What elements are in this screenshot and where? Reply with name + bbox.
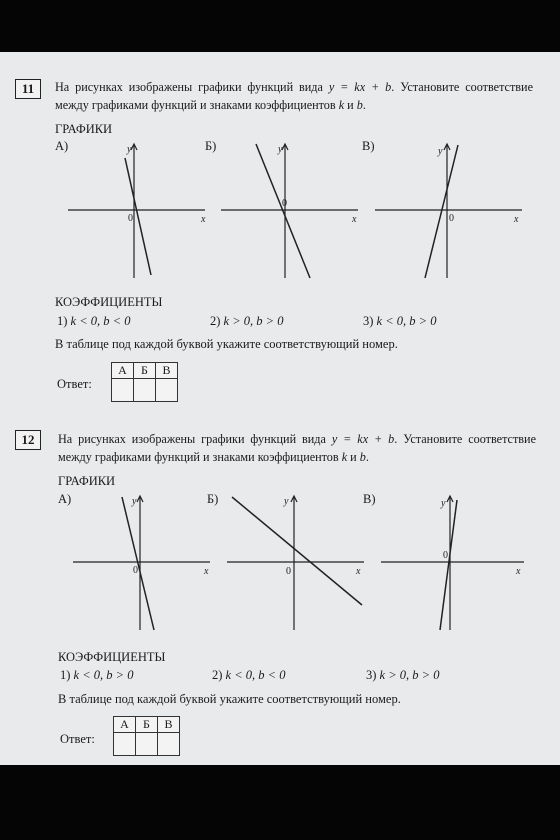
column-header: Б — [134, 363, 156, 379]
period: . — [362, 98, 366, 112]
coefficient-expression: k > 0, b > 0 — [223, 314, 284, 328]
coefficient-2 — [210, 314, 283, 329]
column-header: В — [158, 717, 180, 733]
task-text — [55, 78, 533, 114]
answer-cell-a[interactable] — [114, 733, 136, 756]
instruction: В таблице под каждой буквой укажите соответствующий номер. — [58, 692, 401, 706]
answer-cell-b[interactable] — [136, 733, 158, 756]
answer-cell-b[interactable] — [134, 379, 156, 402]
coefficient-number: 3) — [363, 314, 374, 328]
answer-cell-c[interactable] — [158, 733, 180, 756]
function-line — [232, 497, 362, 605]
x-axis-label: x — [516, 566, 521, 577]
column-header: В — [156, 363, 178, 379]
coefficient-3 — [363, 314, 436, 329]
graph-a — [70, 492, 215, 632]
answer-label: Ответ: — [57, 377, 92, 391]
text-suffix: . Установите соответствие между графиками функций и знаками коэффициентов — [58, 432, 536, 464]
coefficients-heading: КОЭФФИЦИЕНТЫ — [55, 295, 163, 309]
coefficient-number: 3) — [366, 668, 377, 682]
x-axis-label: x — [201, 214, 206, 225]
coefficient-expression: k < 0, b > 0 — [376, 314, 437, 328]
coefficient-2 — [212, 668, 285, 683]
function-line — [256, 144, 310, 278]
graphs-heading: ГРАФИКИ — [55, 122, 113, 136]
answer-cell-a[interactable] — [112, 379, 134, 402]
function-line — [440, 500, 457, 630]
origin-label: 0 — [449, 213, 454, 224]
column-header: Б — [136, 717, 158, 733]
column-header: А — [114, 717, 136, 733]
graph-label-c: В) — [363, 492, 376, 506]
graph-b — [224, 492, 369, 632]
origin-label: 0 — [128, 213, 133, 224]
answer-label: Ответ: — [60, 732, 95, 746]
coefficient-number: 1) — [60, 668, 71, 682]
coefficient-expression: k < 0, b < 0 — [225, 668, 286, 682]
coefficient-expression: k < 0, b > 0 — [73, 668, 134, 682]
coefficient-expression: k < 0, b < 0 — [70, 314, 131, 328]
x-axis-label: x — [514, 214, 519, 225]
task-number: 12 — [15, 430, 41, 450]
graph-label-b: Б) — [207, 492, 219, 506]
coefficient-number: 1) — [57, 314, 68, 328]
y-axis-label: y — [132, 496, 137, 507]
coefficient-number: 2) — [210, 314, 221, 328]
worksheet-page — [0, 52, 560, 765]
var-k: k — [341, 450, 348, 464]
y-axis-label: y — [438, 146, 443, 157]
coefficient-number: 2) — [212, 668, 223, 682]
coefficient-3 — [366, 668, 439, 683]
answer-cell-c[interactable] — [156, 379, 178, 402]
origin-label: 0 — [286, 566, 291, 577]
formula: y = kx + b — [331, 432, 395, 446]
coefficients-heading: КОЭФФИЦИЕНТЫ — [58, 650, 166, 664]
y-axis-label: y — [278, 144, 283, 155]
x-axis-label: x — [352, 214, 357, 225]
column-header: А — [112, 363, 134, 379]
graph-b — [218, 140, 363, 280]
graph-c — [372, 140, 527, 280]
var-b: b — [359, 450, 366, 464]
task-number: 11 — [15, 79, 41, 99]
text-prefix: На рисунках изображены графики функций вида — [55, 80, 323, 94]
graph-label-a: А) — [55, 139, 69, 153]
answer-table — [113, 716, 180, 756]
graph-label-b: Б) — [205, 139, 217, 153]
task-text — [58, 430, 536, 466]
instruction: В таблице под каждой буквой укажите соответствующий номер. — [55, 337, 398, 351]
coefficient-1 — [57, 314, 130, 329]
y-axis-label: y — [441, 498, 446, 509]
origin-label: 0 — [443, 550, 448, 561]
graph-c — [378, 492, 528, 632]
origin-label: 0 — [133, 565, 138, 576]
origin-label: 0 — [282, 198, 287, 209]
coefficient-expression: k > 0, b > 0 — [379, 668, 440, 682]
text-suffix: . Установите соответствие между графиками функций и знаками коэффициентов — [55, 80, 533, 112]
word-and: и — [347, 98, 354, 112]
x-axis-label: x — [356, 566, 361, 577]
var-k: k — [338, 98, 345, 112]
y-axis-label: y — [127, 144, 132, 155]
graph-label-a: А) — [58, 492, 72, 506]
period: . — [365, 450, 369, 464]
text-prefix: На рисунках изображены графики функций вида — [58, 432, 326, 446]
var-b: b — [356, 98, 363, 112]
formula: y = kx + b — [328, 80, 392, 94]
coefficient-1 — [60, 668, 133, 683]
word-and: и — [350, 450, 357, 464]
function-line — [425, 145, 458, 278]
graph-a — [65, 140, 210, 280]
graph-label-c: В) — [362, 139, 375, 153]
function-line — [122, 497, 154, 630]
answer-table — [111, 362, 178, 402]
y-axis-label: y — [284, 496, 289, 507]
x-axis-label: x — [204, 566, 209, 577]
graphs-heading: ГРАФИКИ — [58, 474, 116, 488]
